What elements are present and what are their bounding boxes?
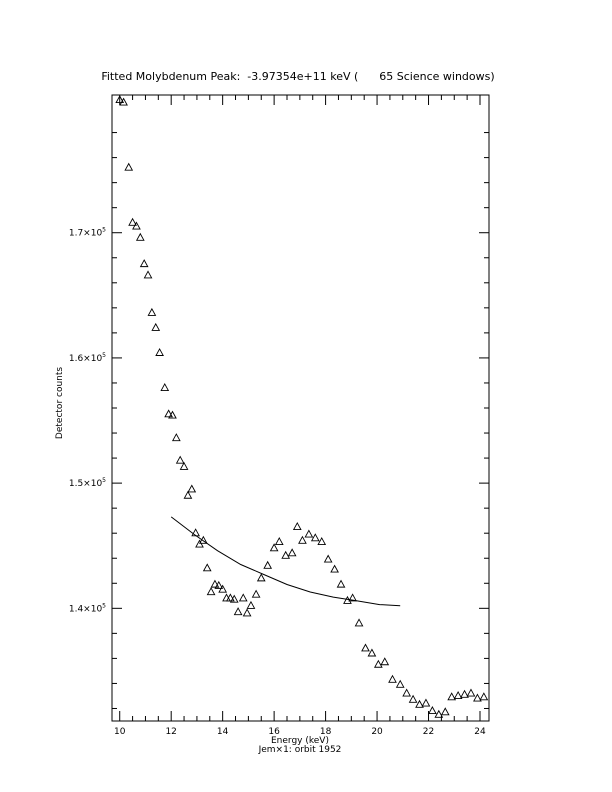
data-point [137, 234, 144, 241]
data-point [467, 689, 474, 696]
x-axis-label: Energy (keV) [271, 736, 329, 746]
data-point [294, 523, 301, 530]
data-point [240, 594, 247, 601]
data-point [337, 581, 344, 588]
data-point [368, 649, 375, 656]
data-point [144, 271, 151, 278]
y-axis-label: Detector counts [55, 366, 65, 440]
data-point [244, 609, 251, 616]
data-point [152, 324, 159, 331]
data-point [180, 463, 187, 470]
data-point [403, 689, 410, 696]
data-point [161, 384, 168, 391]
y-tick-label: $1.4\times 10^5$ [68, 602, 106, 615]
data-point [422, 699, 429, 706]
x-tick-label: 14 [216, 727, 229, 737]
data-marks [116, 96, 487, 717]
data-point [480, 693, 487, 700]
y-tick-label: $1.7\times 10^5$ [68, 226, 106, 239]
x-tick-label: 20 [371, 727, 383, 737]
data-point [362, 644, 369, 651]
chart-title: Fitted Molybdenum Peak: -3.97354e+11 keV ( 65 Science windows) [101, 70, 495, 83]
data-point [125, 164, 132, 171]
chart-subtitle: Jem×1: orbit 1952 [258, 745, 342, 755]
fit-curve [171, 517, 400, 606]
tick-labels [69, 227, 486, 737]
data-point [442, 708, 449, 715]
data-point [305, 530, 312, 537]
data-point [271, 544, 278, 551]
data-point [409, 696, 416, 703]
data-point [429, 707, 436, 714]
data-point [253, 591, 260, 598]
data-point [148, 309, 155, 316]
data-point [188, 485, 195, 492]
data-point [133, 222, 140, 229]
data-point [192, 529, 199, 536]
x-tick-label: 22 [422, 727, 435, 737]
data-point [331, 566, 338, 573]
data-point [173, 434, 180, 441]
data-point [177, 457, 184, 464]
data-point [204, 564, 211, 571]
data-point [312, 534, 319, 541]
axis-ticks [112, 95, 489, 721]
data-point [289, 549, 296, 556]
data-point [282, 552, 289, 559]
data-point [375, 661, 382, 668]
data-point [156, 349, 163, 356]
x-tick-label: 18 [319, 727, 332, 737]
plot-frame [112, 95, 489, 721]
data-point [258, 574, 265, 581]
x-tick-label: 16 [268, 727, 280, 737]
data-point [389, 676, 396, 683]
data-point [381, 658, 388, 665]
data-point [276, 538, 283, 545]
data-point [184, 492, 191, 499]
y-tick-label: $1.5\times 10^5$ [68, 477, 106, 490]
data-point [207, 588, 214, 595]
data-point [299, 537, 306, 544]
x-tick-label: 12 [165, 727, 177, 737]
data-point [141, 260, 148, 267]
data-point [318, 538, 325, 545]
data-point [234, 608, 241, 615]
data-point [264, 562, 271, 569]
data-point [325, 555, 332, 562]
data-point [355, 619, 362, 626]
data-point [397, 681, 404, 688]
data-point [196, 540, 203, 547]
data-point [120, 99, 127, 106]
x-tick-label: 24 [474, 727, 486, 737]
data-point [219, 586, 226, 593]
x-tick-label: 10 [113, 727, 126, 737]
y-tick-label: $1.6\times 10^5$ [68, 351, 106, 364]
data-point [247, 602, 254, 609]
